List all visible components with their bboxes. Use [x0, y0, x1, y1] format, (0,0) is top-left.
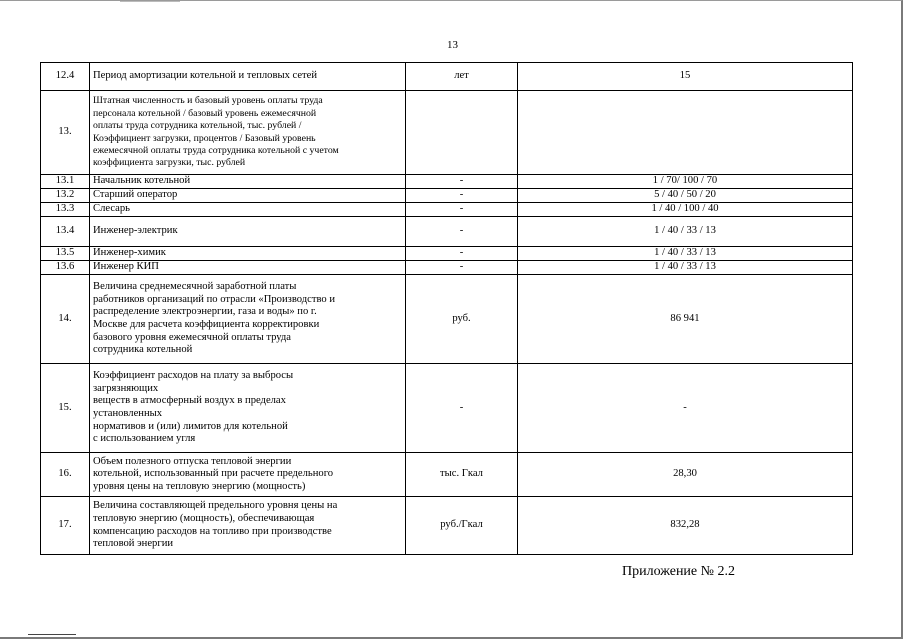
row-description: Коэффициент расходов на плату за выбросы загрязняющих веществ в атмосферный воздух в пределах установленных нормативов и (или) лимитов для котельной с использованием угля: [90, 364, 406, 453]
table-row: [41, 261, 853, 275]
row-value: 28,30: [518, 453, 853, 497]
row-unit: -: [406, 261, 518, 275]
parameters-table: [40, 62, 853, 555]
row-unit: -: [406, 247, 518, 261]
row-unit: -: [406, 189, 518, 203]
table-row: [41, 189, 853, 203]
row-description: Величина среднемесячной заработной платы работников организаций по отрасли «Производство и распределение электроэнергии, газа и воды» по г. Москве для расчета коэффициента корректировки базового уровня ежемесячной оплаты труда сотрудника котельной: [90, 275, 406, 364]
row-unit: -: [406, 203, 518, 217]
row-description: Инженер-химик: [90, 247, 406, 261]
row-value: 1 / 40 / 33 / 13: [518, 217, 853, 247]
table-row: [41, 364, 853, 453]
row-unit: -: [406, 217, 518, 247]
table-row: [41, 175, 853, 189]
appendix-caption: Приложение № 2.2: [622, 564, 735, 579]
row-unit: -: [406, 364, 518, 453]
row-number: 13.5: [41, 247, 90, 261]
row-description: Период амортизации котельной и тепловых сетей: [90, 63, 406, 91]
row-value: 1 / 70/ 100 / 70: [518, 175, 853, 189]
scan-artifact-top: [120, 1, 180, 2]
row-number: 13.6: [41, 261, 90, 275]
row-number: 13.: [41, 91, 90, 175]
scan-artifact-bottom: [28, 634, 76, 635]
row-unit: лет: [406, 63, 518, 91]
row-description: Величина составляющей предельного уровня цены на тепловую энергию (мощность), обеспечивающая компенсацию расходов на топливо при производстве тепловой энергии: [90, 497, 406, 555]
row-description: Инженер-электрик: [90, 217, 406, 247]
row-number: 13.1: [41, 175, 90, 189]
page-number: 13: [447, 39, 458, 51]
row-value: 1 / 40 / 33 / 13: [518, 247, 853, 261]
row-number: 14.: [41, 275, 90, 364]
row-unit: руб./Гкал: [406, 497, 518, 555]
row-description: Инженер КИП: [90, 261, 406, 275]
row-number: 12.4: [41, 63, 90, 91]
row-number: 16.: [41, 453, 90, 497]
row-value: 1 / 40 / 33 / 13: [518, 261, 853, 275]
row-value: 15: [518, 63, 853, 91]
row-value: [518, 91, 853, 175]
row-number: 17.: [41, 497, 90, 555]
row-number: 13.2: [41, 189, 90, 203]
row-unit: -: [406, 175, 518, 189]
row-unit: тыс. Гкал: [406, 453, 518, 497]
row-value: 832,28: [518, 497, 853, 555]
table-row: [41, 203, 853, 217]
row-number: 13.4: [41, 217, 90, 247]
row-value: 1 / 40 / 100 / 40: [518, 203, 853, 217]
table-row: [41, 247, 853, 261]
row-value: -: [518, 364, 853, 453]
table-row: [41, 497, 853, 555]
row-description: Объем полезного отпуска тепловой энергии котельной, использованный при расчете предельного уровня цены на тепловую энергию (мощность): [90, 453, 406, 497]
row-unit: руб.: [406, 275, 518, 364]
row-value: 5 / 40 / 50 / 20: [518, 189, 853, 203]
row-number: 15.: [41, 364, 90, 453]
row-description: Штатная численность и базовый уровень оплаты труда персонала котельной / базовый уровень ежемесячной оплаты труда сотрудника котельной, тыс. рублей / Коэффициент загрузки, процентов / Базовый уровень ежемесячной оплаты труда сотрудника котельной с учетом коэффициента загрузки, тыс. рублей: [90, 91, 406, 175]
row-unit: [406, 91, 518, 175]
table-row: [41, 453, 853, 497]
row-description: Начальник котельной: [90, 175, 406, 189]
table-row: [41, 91, 853, 175]
table-row: [41, 63, 853, 91]
row-description: Старший оператор: [90, 189, 406, 203]
row-number: 13.3: [41, 203, 90, 217]
table-row: [41, 217, 853, 247]
row-value: 86 941: [518, 275, 853, 364]
row-description: Слесарь: [90, 203, 406, 217]
table-row: [41, 275, 853, 364]
